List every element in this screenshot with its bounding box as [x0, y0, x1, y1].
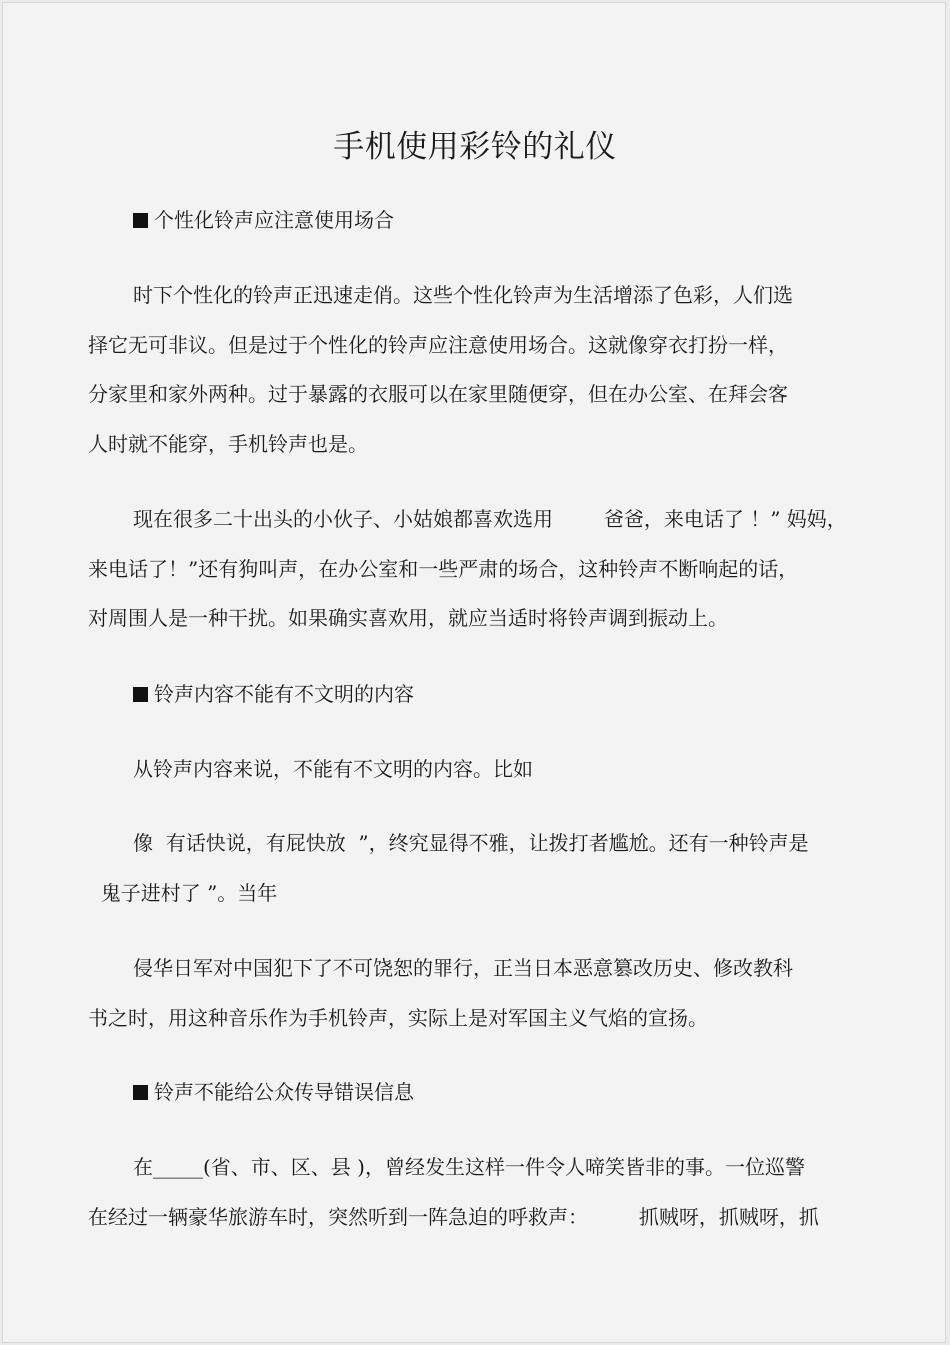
paragraph-line: 在_____(省、市、区、县 )，曾经发生这样一件令人啼笑皆非的事。一位巡警: [133, 1155, 805, 1179]
paragraph-line: 书之时，用这种音乐作为手机铃声，实际上是对军国主义气焰的宣扬。: [88, 1006, 708, 1030]
black-square-bullet-icon: [133, 687, 148, 702]
document-title: 手机使用彩铃的礼仪: [333, 129, 617, 165]
paragraph-line: 来电话了！”还有狗叫声，在办公室和一些严肃的场合，这种铃声不断响起的话，: [88, 557, 799, 581]
paragraph-line: 分家里和家外两种。过于暴露的衣服可以在家里随便穿，但在办公室、在拜会客: [88, 382, 788, 406]
document-page: [2, 2, 946, 1343]
paragraph-line: 鬼子进村了 ”。当年: [88, 881, 278, 905]
black-square-bullet-icon: [133, 213, 148, 228]
paragraph-line: 从铃声内容来说，不能有不文明的内容。比如: [133, 757, 533, 781]
section-heading-1: [133, 206, 394, 234]
paragraph-line: 人时就不能穿，手机铃声也是。: [88, 432, 368, 456]
section-heading-text: 铃声不能给公众传导错误信息: [154, 1080, 414, 1104]
paragraph-line: 时下个性化的铃声正迅速走俏。这些个性化铃声为生活增添了色彩，人们选: [133, 283, 793, 307]
paragraph-line: 像 有话快说，有屁快放 ”，终究显得不雅，让拨打者尴尬。还有一种铃声是: [133, 831, 809, 855]
black-square-bullet-icon: [133, 1085, 148, 1100]
section-heading-text: 铃声内容不能有不文明的内容: [154, 682, 414, 706]
section-heading-2: [133, 680, 414, 708]
section-heading-text: 个性化铃声应注意使用场合: [154, 208, 394, 232]
paragraph-line: 择它无可非议。但是过于个性化的铃声应注意使用场合。这就像穿衣打扮一样，: [88, 333, 788, 357]
paragraph-line: 侵华日军对中国犯下了不可饶恕的罪行，正当日本恶意篡改历史、修改教科: [133, 956, 793, 980]
paragraph-line: 现在很多二十出头的小伙子、小姑娘都喜欢选用 爸爸，来电话了 ！” 妈妈，: [133, 507, 847, 531]
section-heading-3: [133, 1078, 414, 1106]
paragraph-line: 对周围人是一种干扰。如果确实喜欢用，就应当适时将铃声调到振动上。: [88, 606, 728, 630]
paragraph-line: 在经过一辆豪华旅游车时，突然听到一阵急迫的呼救声： 抓贼呀，抓贼呀，抓: [88, 1205, 819, 1229]
